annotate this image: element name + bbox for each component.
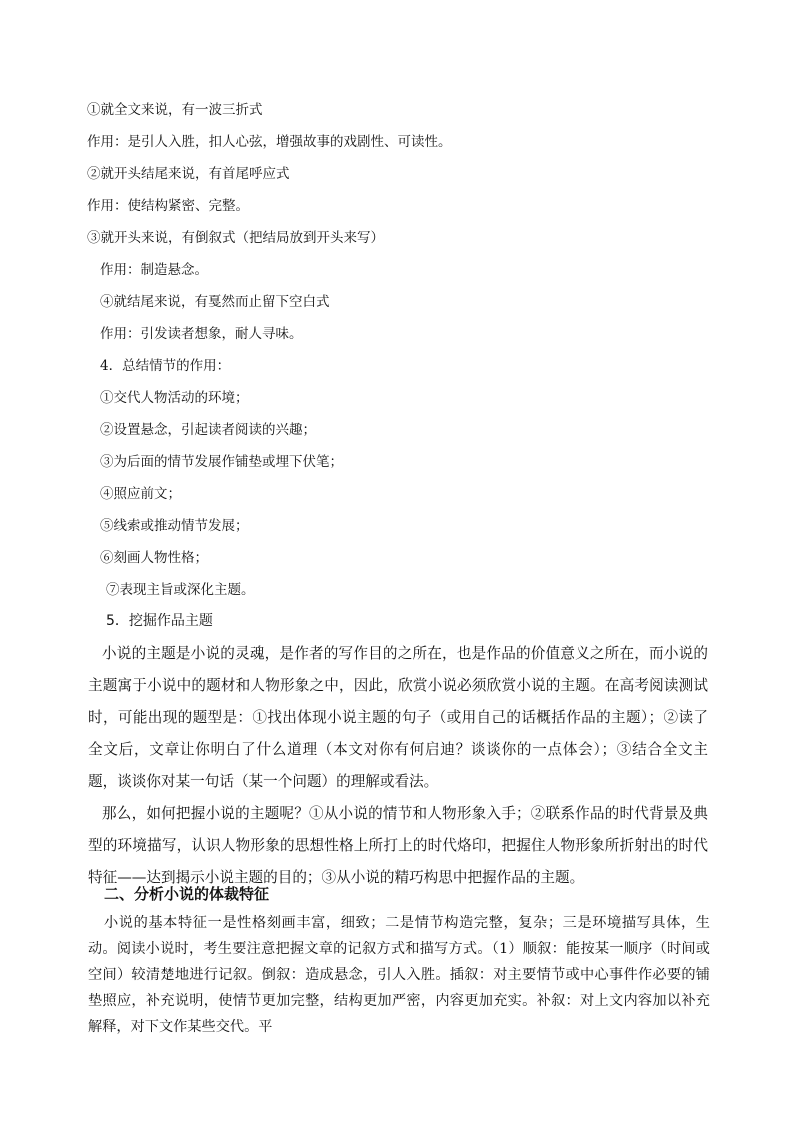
plot-function-item: ①交代人物活动的环境； bbox=[100, 390, 249, 406]
plot-function-title: 4．总结情节的作用： bbox=[100, 358, 231, 374]
structure-item-2-effect: 作用：使结构紧密、完整。 bbox=[87, 198, 249, 214]
plot-function-item: ③为后面的情节发展作铺垫或埋下伏笔； bbox=[100, 454, 343, 470]
plot-function-item: ⑤线索或推动情节发展； bbox=[100, 518, 249, 534]
plot-function-item: ②设置悬念，引起读者阅读的兴趣； bbox=[100, 422, 316, 438]
structure-item-2: ②就开头结尾来说，有首尾呼应式 bbox=[87, 166, 290, 182]
structure-item-1-effect: 作用：是引人入胜，扣人心弦，增强故事的戏剧性、可读性。 bbox=[87, 134, 452, 150]
theme-paragraph-2: 那么，如何把握小说的主题呢？①从小说的情节和人物形象入手；②联系作品的时代背景及典型的环境描写，认识人物形象的思想性格上所打上的时代烙印，把握住人物形象所折射出的时代特征——达到揭示小说主题的目的；③从小说的精巧构思中把握作品的主题。 bbox=[88, 805, 708, 886]
theme-section-title: 5．挖掘作品主题 bbox=[106, 613, 213, 629]
plot-function-item: ④照应前文； bbox=[100, 486, 181, 502]
theme-paragraph-1: 小说的主题是小说的灵魂，是作者的写作目的之所在，也是作品的价值意义之所在，而小说的主题寓于小说中的题材和人物形象之中，因此，欣赏小说必须欣赏小说的主题。在高考阅读测试时，可能出现的题型是：①找出体现小说主题的句子（或用自己的话概括作品的主题）；②读了全文后，文章让你明白了什么道理（本文对你有何启迪？谈谈你的一点体会）；③结合全文主题，谈谈你对某一句话（某一个问题）的理解或看法。 bbox=[88, 645, 708, 790]
plot-function-item: ⑥刻画人物性格； bbox=[100, 550, 208, 566]
genre-section-title: 二、分析小说的体裁特征 bbox=[104, 885, 270, 903]
structure-item-3: ③就开头来说，有倒叙式（把结局放到开头来写） bbox=[87, 230, 384, 246]
genre-paragraph: 小说的基本特征一是性格刻画丰富，细致；二是情节构造完整，复杂；三是环境描写具体，生动。阅读小说时，考生要注意把握文章的记叙方式和描写方式。（1）顺叙：能按某一顺序（时间或空间）较清楚地进行记叙。倒叙：造成悬念，引人入胜。插叙：对主要情节或中心事件作必要的铺垫照应，补充说明，使情节更加完整，结构更加严密，内容更加充实。补叙：对上文内容加以补充解释，对下文作某些交代。平 bbox=[88, 915, 710, 1035]
structure-item-1: ①就全文来说，有一波三折式 bbox=[87, 102, 263, 118]
plot-function-item: ⑦表现主旨或深化主题。 bbox=[106, 582, 255, 598]
structure-item-4: ④就结尾来说，有戛然而止留下空白式 bbox=[100, 294, 330, 310]
structure-item-4-effect: 作用：引发读者想象，耐人寻味。 bbox=[100, 326, 303, 342]
structure-item-3-effect: 作用：制造悬念。 bbox=[100, 262, 208, 278]
